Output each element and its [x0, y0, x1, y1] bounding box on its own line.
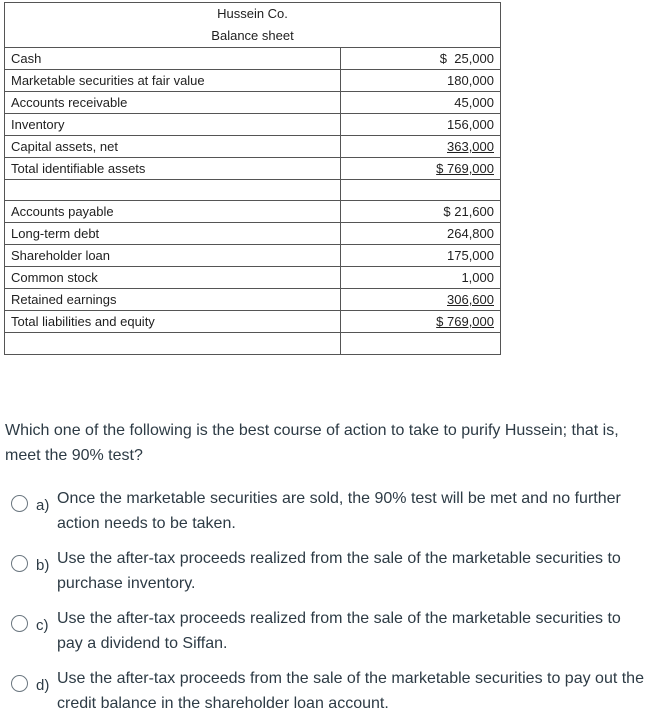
row-value: $ 25,000	[340, 48, 500, 70]
company-name: Hussein Co.	[5, 3, 501, 26]
row-value	[340, 289, 500, 311]
blank-cell	[5, 333, 341, 355]
table-subheader-row	[5, 25, 501, 48]
row-value: 45,000	[340, 92, 500, 114]
underlined-value: $ 769,000	[436, 314, 494, 329]
table-row	[5, 201, 501, 223]
row-label: Shareholder loan	[5, 245, 341, 267]
row-value: 264,800	[340, 223, 500, 245]
row-label: Total identifiable assets	[5, 158, 341, 180]
radio-button-a[interactable]	[11, 495, 28, 512]
underlined-value: 363,000	[447, 139, 494, 154]
option-b[interactable]	[0, 546, 651, 596]
table-row	[5, 70, 501, 92]
option-letter: c)	[36, 617, 49, 634]
balance-sheet-table	[4, 2, 501, 355]
table-row	[5, 245, 501, 267]
row-label: Common stock	[5, 267, 341, 289]
blank-row	[5, 180, 501, 201]
underlined-value: 306,600	[447, 292, 494, 307]
radio-button-c[interactable]	[11, 615, 28, 632]
row-value: 1,000	[340, 267, 500, 289]
blank-row	[5, 333, 501, 355]
option-a[interactable]	[0, 486, 651, 536]
row-label: Long-term debt	[5, 223, 341, 245]
blank-cell	[340, 333, 500, 355]
option-text[interactable]: Once the marketable securities are sold, the 90% test will be met and no further action needs to be taken.	[57, 490, 621, 532]
row-value	[340, 158, 500, 180]
blank-cell	[340, 180, 500, 201]
table-row	[5, 267, 501, 289]
option-d[interactable]	[0, 666, 651, 716]
option-letter: b)	[36, 557, 50, 574]
table-row	[5, 48, 501, 70]
row-value	[340, 136, 500, 158]
row-label: Retained earnings	[5, 289, 341, 311]
option-c[interactable]	[0, 606, 651, 656]
row-label: Inventory	[5, 114, 341, 136]
option-text[interactable]: Use the after-tax proceeds from the sale of the marketable securities to pay out the credit balance in the shareholder loan account.	[57, 670, 644, 712]
statement-title: Balance sheet	[5, 25, 501, 48]
blank-cell	[5, 180, 341, 201]
row-value: 156,000	[340, 114, 500, 136]
row-value: 180,000	[340, 70, 500, 92]
table-row	[5, 136, 501, 158]
row-label: Capital assets, net	[5, 136, 341, 158]
radio-button-b[interactable]	[11, 555, 28, 572]
row-label: Accounts payable	[5, 201, 341, 223]
table-row	[5, 223, 501, 245]
radio-button-d[interactable]	[11, 675, 28, 692]
row-label: Marketable securities at fair value	[5, 70, 341, 92]
row-label: Cash	[5, 48, 341, 70]
row-label: Accounts receivable	[5, 92, 341, 114]
question-text: Which one of the following is the best course of action to take to purify Hussein; that is, meet the 90% test?	[5, 422, 619, 464]
row-value	[340, 311, 500, 333]
table-row	[5, 92, 501, 114]
option-letter: a)	[36, 497, 50, 514]
option-text[interactable]: Use the after-tax proceeds realized from the sale of the marketable securities to pay a dividend to Siffan.	[57, 610, 621, 652]
row-value: $ 21,600	[340, 201, 500, 223]
table-row	[5, 289, 501, 311]
underlined-value: $ 769,000	[436, 161, 494, 176]
table-row-total	[5, 158, 501, 180]
row-label: Total liabilities and equity	[5, 311, 341, 333]
option-letter: d)	[36, 677, 50, 694]
table-row-total	[5, 311, 501, 333]
row-value: 175,000	[340, 245, 500, 267]
table-row	[5, 114, 501, 136]
option-text[interactable]: Use the after-tax proceeds realized from the sale of the marketable securities to purchase inventory.	[57, 550, 621, 592]
table-header-row	[5, 3, 501, 26]
